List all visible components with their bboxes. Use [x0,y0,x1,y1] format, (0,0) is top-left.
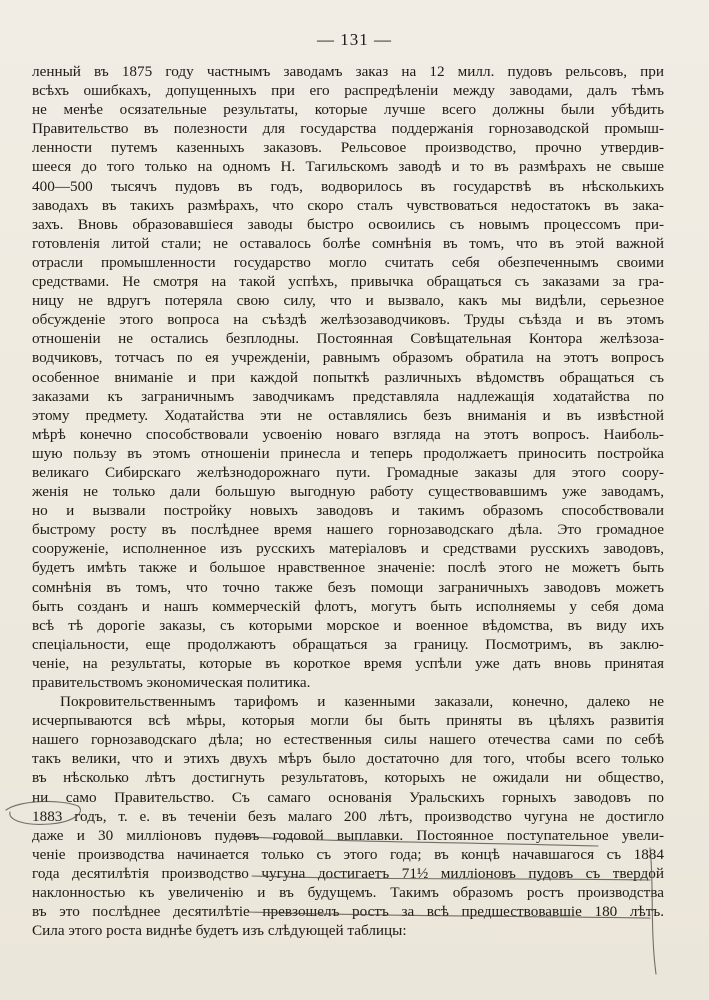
text-line: ленный въ 1875 году частнымъ заводамъ заказ на 12 милл. пудовъ рельсовъ, при [32,63,664,80]
text-line: водчиковъ, тотчасъ по ея учрежденіи, равнымъ образомъ обратила на этотъ вопросъ [32,349,664,367]
text-line: года десятилѣтія производство чугуна достигаетъ 71½ милліоновъ пудовъ съ твердой [32,864,664,882]
text-line: нашего горнозаводскаго дѣла; но естественныя силы нашего отечества сами по себѣ [32,731,664,749]
text-line: не менѣе осязательные результаты, которые лучше всего должны были убѣдить [32,101,664,119]
text-line: ленности путемъ казенныхъ заказовъ. Рельсовое производство, прочно утвердив- [32,139,664,157]
text-line: шееся до того только на одномъ Н. Тагильскомъ заводѣ и то въ размѣрахъ не свыше [32,158,664,176]
text-line: всѣ тѣ дорогіе заказы, съ которыми морское и военное вѣдомства, въ виду ихъ [32,616,664,634]
text-line: быстрому росту въ послѣднее время нашего горнозаводскаго дѣла. Это громадное [32,521,664,539]
text-body [32,62,664,940]
text-line: будетъ имѣть также и большое нравственное значеніе: послѣ этого не можетъ быть [32,559,664,577]
page-number: — 131 — [317,30,392,49]
text-line: наклонностью къ увеличенію и въ будущемъ. Такимъ образомъ ростъ производства [32,884,664,902]
text-line: готовленія литой стали; не оставалось болѣе сомнѣнія въ томъ, что въ этой важной [32,234,664,252]
text-line: быть созданъ и нашъ коммерческій флотъ, могутъ быть исполняемы у себя дома [32,597,664,615]
text-line: шую пользу въ этомъ отношеніи принесла и теперь продолжаетъ приносить постройка [32,444,664,462]
text-line: 400—500 тысячъ пудовъ въ годъ, водворилось въ государствѣ въ нѣсколькихъ [32,177,664,195]
text-line: заводахъ въ такихъ размѣрахъ, что скоро сталъ чувствоваться недостатокъ въ зака- [32,196,664,214]
text-line: исчерпываются всѣ мѣры, которыя могли бы быть приняты въ цѣляхъ развитія [32,712,664,730]
text-line: отрасли промышленности государство могло считать себя обезпеченнымъ своими [32,253,664,271]
text-line: но и вызвали постройку новыхъ заводовъ и такимъ образомъ способствовали [32,502,664,520]
text-line: женія не только дали большую выгодную работу существовавшимъ уже заводамъ, [32,483,664,501]
text-line: такъ велики, что и этихъ двухъ мѣръ было достаточно для того, чтобы всего только [32,750,664,768]
text-line: ченіе, на результаты, которые въ короткое время успѣли уже дать вновь принятая [32,654,664,672]
text-line: заказами къ заграничнымъ заводчикамъ представляла надлежащія ходатайства по [32,387,664,405]
text-line: особенное вниманіе и при каждой попыткѣ различныхъ вѣдомствъ обращаться съ [32,368,664,386]
text-line: сомнѣнія въ томъ, что точно также безъ помощи заграничныхъ заводовъ можетъ [32,578,664,596]
text-line: этому предмету. Ходатайства эти не оставлялись безъ вниманія и въ извѣстной [32,406,664,424]
text-line: всѣхъ ошибкахъ, допущенныхъ при его распредѣленіи между заводами, далъ тѣмъ [32,82,664,100]
text-line: сооруженіе, исполненное изъ русскихъ матеріаловъ и средствами русскихъ заводовъ, [32,540,664,558]
text-line: Покровительственнымъ тарифомъ и казенными заказали, конечно, далеко не [60,693,664,711]
text-line: обсужденіе этого вопроса на съѣздѣ желѣзозаводчиковъ. Труды съѣзда и въ этомъ [32,311,664,329]
text-line: даже и 30 милліоновъ пудовъ годовой выплавки. Постоянное поступательное увели- [32,826,664,844]
text-line: въ нѣсколько лѣтъ достигнуть результатовъ, которыхъ не ожидали ни общество, [32,769,664,787]
text-line: ченіе производства начинается только съ этого года; въ концѣ начавшагося съ 1884 [32,845,664,863]
text-line: правительствомъ экономическая политика. [32,674,311,691]
text-line: отношеніи не остались безплодны. Постоянная Совѣщательная Контора желѣзоза- [32,330,664,348]
text-line: средствами. Не смотря на такой успѣхъ, привычка обращаться съ заказами за гра- [32,273,664,291]
text-line: спеціальности, еще продолжаютъ обращаться за границу. Посмотримъ, въ заклю- [32,635,664,653]
text-line: захъ. Вновь образовавшіеся заводы быстро освоились съ новымъ процессомъ при- [32,215,664,233]
text-line: въ это послѣднее десятилѣтіе превзошелъ ростъ за всѣ предшествовавшіе 180 лѣтъ. [32,903,664,921]
text-line: 1883 годъ, т. е. въ теченіи безъ малаго 200 лѣтъ, производство чугуна не достигло [32,807,664,825]
text-line: великаго Сибирскаго желѣзнодорожнаго пути. Громадные заказы для этого соору- [32,463,664,481]
text-line: мѣрѣ конечно способствовали усвоенію новаго взгляда на этотъ вопросъ. Наиболь- [32,425,664,443]
text-line: ни само Правительство. Съ самаго основанія Уральскихъ горныхъ заводовъ по [32,788,664,806]
text-line: ницу не вдругъ потеряла свою силу, что и вызвало, какъ мы видѣли, серьезное [32,292,664,310]
text-line: Правительство въ полезности для государства поддержанія горнозаводской промыш- [32,120,664,138]
text-line: Сила этого роста виднѣе будетъ изъ слѣдующей таблицы: [32,922,407,940]
